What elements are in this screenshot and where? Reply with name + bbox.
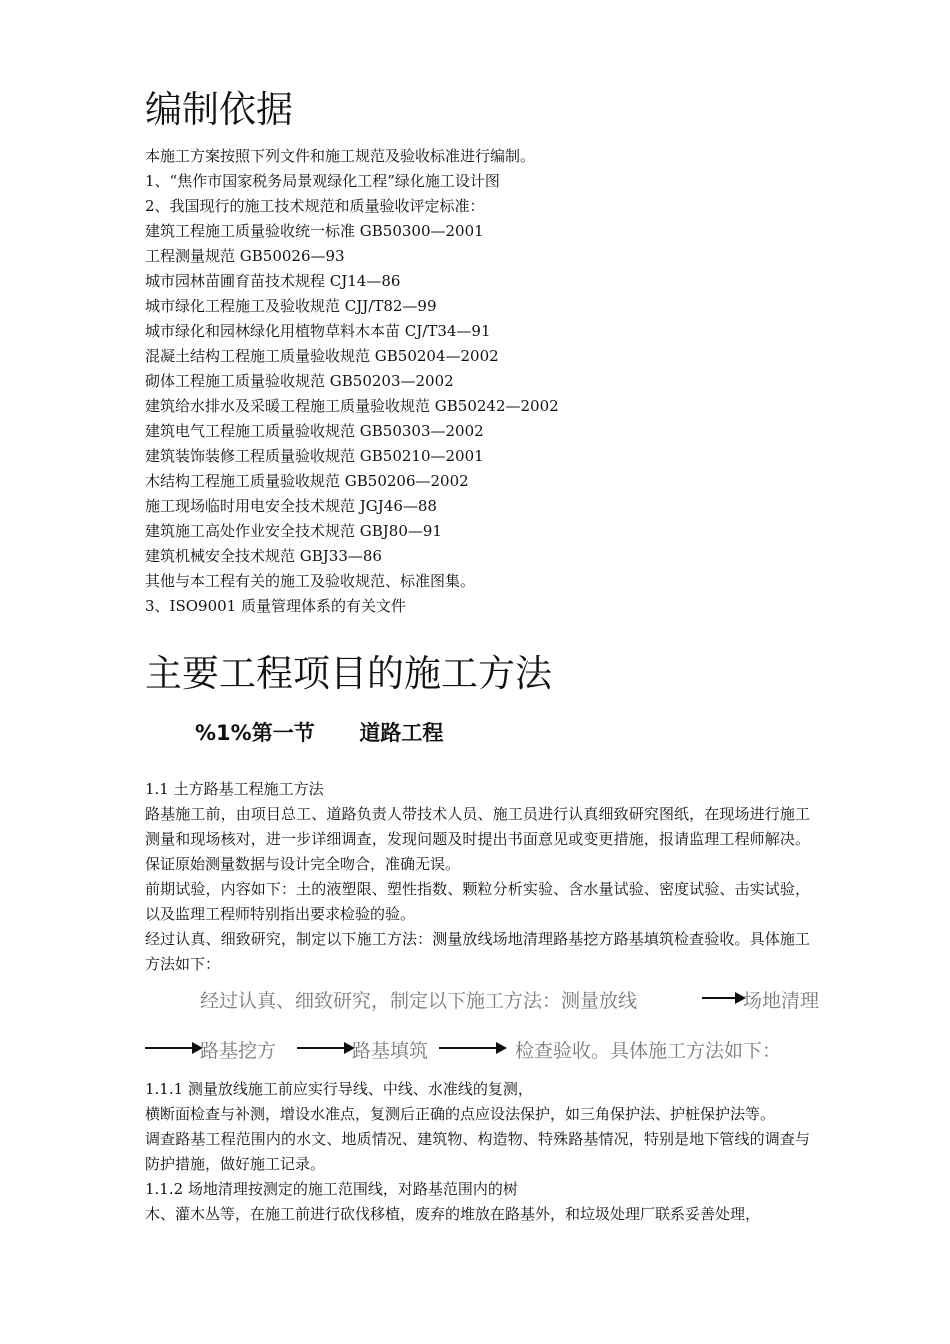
process-flow-image [145, 982, 845, 1072]
list-item: 城市园林苗圃育苗技术规程 CJ14—86 [145, 272, 401, 290]
list-item: 混凝土结构工程施工质量验收规范 GB50204—2002 [145, 347, 499, 365]
flow-step-filling: 路基填筑 [352, 1040, 429, 1062]
paragraph: 调查路基工程范围内的水文、地质情况、建筑物、构造物、特殊路基情况，特别是地下管线的调查与防护措施，做好施工记录。 [145, 1130, 810, 1173]
basis-list [145, 144, 825, 619]
list-item: 2、我国现行的施工技术规范和质量验收评定标准： [145, 197, 485, 215]
flow-step-excavation: 路基挖方 [200, 1040, 277, 1062]
list-item: 建筑电气工程施工质量验收规范 GB50303—2002 [145, 422, 484, 440]
list-item: 其他与本工程有关的施工及验收规范、标准图集。 [145, 572, 476, 590]
body-text-block-2 [145, 1077, 810, 1227]
flow-arrow-icon [439, 1042, 507, 1054]
list-item: 砌体工程施工质量验收规范 GB50203—2002 [145, 372, 454, 390]
subsection-title: 道路工程 [359, 721, 444, 745]
flow-arrow-icon [297, 1042, 355, 1054]
list-item: 建筑机械安全技术规范 GBJ33—86 [145, 547, 382, 565]
list-item: 1、“焦作市国家税务局景观绿化工程”绿化施工设计图 [145, 172, 500, 190]
list-item: 施工现场临时用电安全技术规范 JGJ46—88 [145, 497, 437, 515]
list-item: 城市绿化工程施工及验收规范 CJJ/T82—99 [145, 297, 437, 315]
heading-1-1: 1.1 土方路基工程施工方法 [145, 780, 324, 798]
paragraph: 横断面检查与补测，增设水准点，复测后正确的点应设法保护，如三角保护法、护桩保护法等。 [145, 1105, 776, 1123]
flow-step-site-clearing: 场地清理 [743, 990, 820, 1012]
list-item: 城市绿化和园林绿化用植物草料木本苗 CJ/T34—91 [145, 322, 491, 340]
list-item: 3、ISO9001 质量管理体系的有关文件 [145, 597, 406, 615]
flow-arrow-icon [702, 992, 746, 1004]
body-text-block-1 [145, 777, 810, 977]
list-item: 工程测量规范 GB50026—93 [145, 247, 345, 265]
list-item: 建筑给水排水及采暖工程施工质量验收规范 GB50242—2002 [145, 397, 559, 415]
list-item: 建筑装饰装修工程质量验收规范 GB50210—2001 [145, 447, 484, 465]
list-item: 建筑工程施工质量验收统一标准 GB50300—2001 [145, 222, 484, 240]
flow-intro-text: 经过认真、细致研究，制定以下施工方法：测量放线 [200, 990, 638, 1012]
paragraph: 木、灌木丛等，在施工前进行砍伐移植，废弃的堆放在路基外，和垃圾处理厂联系妥善处理， [145, 1205, 761, 1223]
list-item: 木结构工程施工质量验收规范 GB50206—2002 [145, 472, 469, 490]
flow-ending-text: 检查验收。具体施工方法如下： [515, 1040, 782, 1062]
list-item: 本施工方案按照下列文件和施工规范及验收标准进行编制。 [145, 147, 536, 165]
list-item: 建筑施工高处作业安全技术规范 GBJ80—91 [145, 522, 442, 540]
heading-1-1-2: 1.1.2 场地清理按测定的施工范围线，对路基范围内的树 [145, 1180, 518, 1198]
section-title-basis: 编制依据 [145, 88, 293, 131]
paragraph: 路基施工前，由项目总工、道路负责人带技术人员、施工员进行认真细致研究图纸，在现场进行施工测量和现场核对，进一步详细调查，发现问题及时提出书面意见或变更措施，报请监理工程师解决。保证原始测量数据与设计完全吻合，准确无误。 [145, 805, 810, 873]
subsection-heading [195, 717, 443, 747]
paragraph: 前期试验，内容如下：土的液塑限、塑性指数、颗粒分析实验、含水量试验、密度试验、击实试验，以及监理工程师特别指出要求检验的验。 [145, 880, 810, 923]
subsection-number: %1%第一节 [195, 721, 315, 745]
paragraph: 经过认真、细致研究，制定以下施工方法：测量放线场地清理路基挖方路基填筑检查验收。具体施工方法如下： [145, 930, 810, 973]
flow-arrow-icon [145, 1042, 203, 1054]
section-title-methods: 主要工程项目的施工方法 [145, 652, 552, 695]
heading-1-1-1: 1.1.1 测量放线施工前应实行导线、中线、水准线的复测， [145, 1080, 533, 1098]
